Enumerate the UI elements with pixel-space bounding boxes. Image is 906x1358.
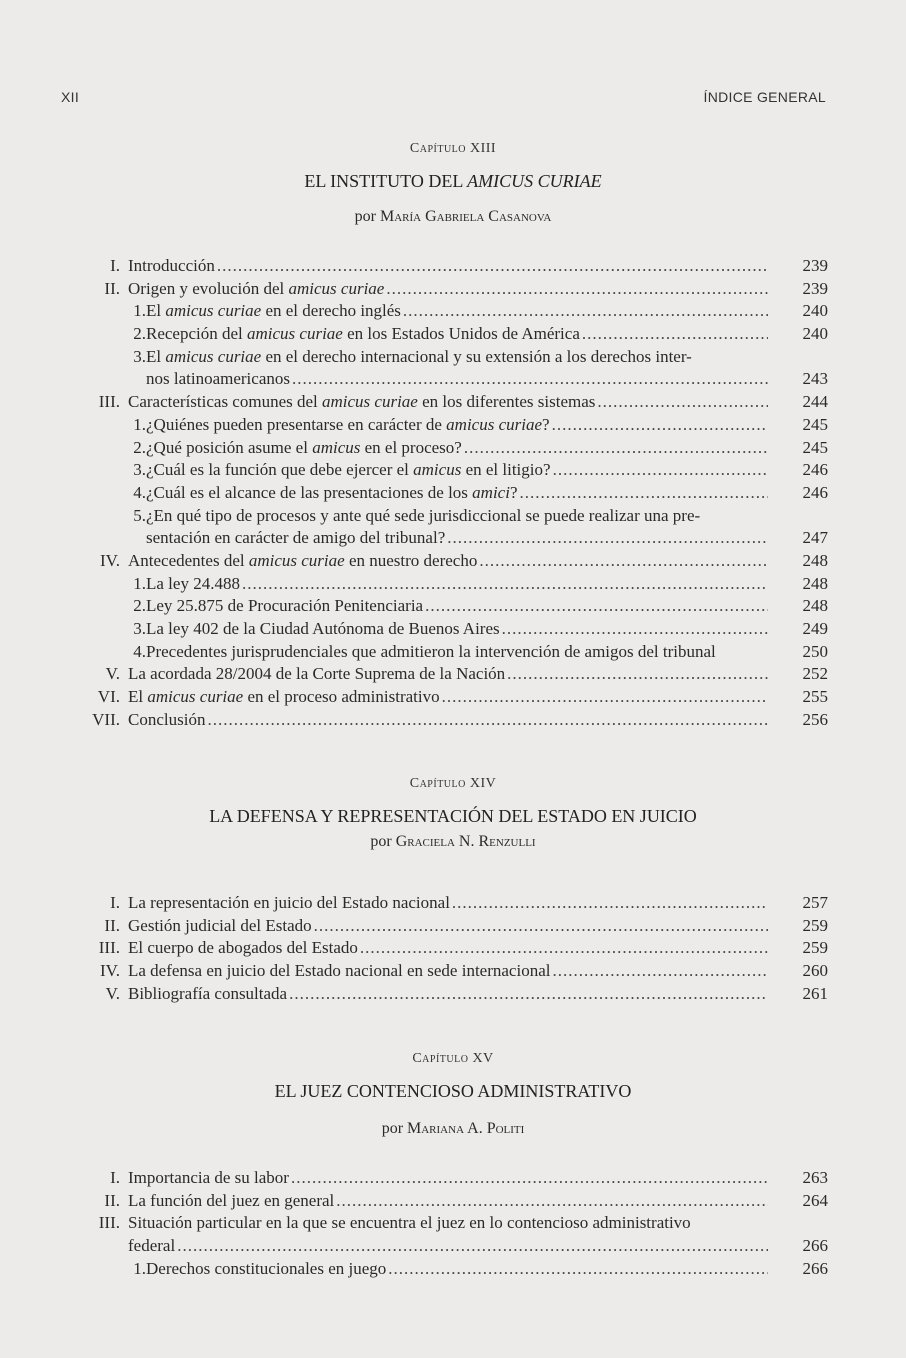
- entry-number: 1.: [133, 414, 146, 434]
- toc-list-xiv: [0, 892, 906, 1005]
- toc-entry-continuation: [0, 1235, 906, 1258]
- entry-title: [128, 686, 768, 709]
- entry-page: 263: [802, 1168, 828, 1187]
- dot-leader: [292, 368, 768, 391]
- dot-leader: [388, 1258, 768, 1281]
- entry-text-post: en los diferentes sistemas: [417, 392, 596, 412]
- toc-entry: [0, 915, 906, 938]
- chapter-title: EL INSTITUTO DEL AMICUS CURIAE: [304, 171, 602, 191]
- dot-leader: [552, 414, 768, 437]
- entry-text-italic: amici: [472, 482, 510, 502]
- entry-page: 245: [802, 437, 828, 457]
- entry-title: [128, 892, 768, 915]
- entry-title: [128, 915, 768, 938]
- dot-leader: [425, 595, 768, 618]
- toc-entry: [0, 573, 906, 596]
- entry-text-pre: Derechos constitucionales en juego: [146, 1258, 387, 1278]
- entry-title: [146, 641, 768, 664]
- entry-text-post: en el derecho inglés: [261, 301, 401, 321]
- dot-leader: [289, 983, 768, 1006]
- dot-leader: [291, 1167, 768, 1190]
- entry-page: 259: [802, 915, 828, 935]
- dot-leader: [360, 937, 768, 960]
- toc-entry: [0, 255, 906, 278]
- entry-number: 1.: [133, 1258, 146, 1278]
- entry-text-italic: amicus: [312, 437, 361, 457]
- entry-text-cont: federal: [128, 1236, 176, 1256]
- entry-page: 243: [802, 369, 828, 389]
- dot-leader: [442, 686, 768, 709]
- entry-number: 3.: [133, 460, 146, 480]
- entry-text-pre: La representación en juicio del Estado nacional: [128, 893, 450, 912]
- toc-entry: [0, 663, 906, 686]
- entry-number: II.: [104, 278, 120, 298]
- entry-number: V.: [105, 983, 120, 1003]
- entry-title: [146, 595, 768, 618]
- entry-text: [146, 459, 551, 482]
- entry-text-pre: Introducción: [128, 256, 215, 275]
- entry-text: [128, 1212, 691, 1235]
- dot-leader: [177, 1235, 768, 1258]
- entry-page: 244: [802, 392, 828, 412]
- entry-text-post: ?: [509, 482, 518, 502]
- toc-entry: [0, 505, 906, 528]
- chapter-heading-xiv: [0, 776, 906, 851]
- dot-leader: [520, 482, 769, 505]
- dot-leader: [553, 459, 768, 482]
- entry-number: V.: [105, 664, 120, 684]
- entry-text-pre: Bibliografía consultada: [128, 983, 288, 1003]
- entry-page: 239: [802, 278, 828, 298]
- chapter-label: Capítulo XV: [412, 1051, 494, 1066]
- entry-text-post: en el proceso administrativo: [243, 687, 440, 707]
- entry-page: 266: [802, 1258, 828, 1278]
- entry-title: [146, 573, 768, 596]
- entry-title: [146, 346, 768, 369]
- toc-entry: [0, 482, 906, 505]
- entry-text-pre: Recepción del: [146, 324, 248, 344]
- entry-text: [128, 1167, 289, 1190]
- toc-entry: [0, 414, 906, 437]
- entry-text-pre: Importancia de su labor: [128, 1168, 289, 1187]
- entry-text-italic: amicus curiae: [446, 414, 543, 434]
- entry-text: [128, 278, 384, 301]
- toc-entry: [0, 937, 906, 960]
- entry-text-italic: amicus curiae: [165, 346, 262, 366]
- entry-number: II.: [104, 1190, 120, 1210]
- toc-entry: [0, 459, 906, 482]
- toc-entry: [0, 300, 906, 323]
- entry-text: [128, 709, 205, 732]
- dot-leader: [582, 323, 768, 346]
- entry-text-post: en el litigio?: [461, 460, 551, 480]
- entry-number: 3.: [133, 619, 146, 638]
- entry-page: 249: [802, 619, 828, 638]
- entry-text-italic: amicus curiae: [322, 392, 418, 412]
- entry-title: [146, 414, 768, 437]
- toc-entry: [0, 709, 906, 732]
- entry-text: [128, 915, 312, 938]
- entry-title: [128, 983, 768, 1006]
- entry-title: [128, 937, 768, 960]
- entry-text: [146, 414, 550, 437]
- entry-title: [146, 505, 768, 528]
- entry-page: 257: [802, 893, 828, 912]
- entry-text: [146, 323, 580, 346]
- entry-title-continued: [146, 368, 768, 391]
- entry-page: 261: [802, 983, 828, 1003]
- entry-title-continued: [128, 1235, 768, 1258]
- entry-number: 4.: [133, 482, 146, 502]
- toc-entry: [0, 892, 906, 915]
- entry-page: 250: [802, 641, 828, 661]
- entry-text: [128, 550, 477, 573]
- entry-title: [146, 1258, 768, 1281]
- entry-title: [146, 482, 768, 505]
- entry-text-italic: amicus: [413, 460, 462, 480]
- running-title: ÍNDICE GENERAL: [703, 89, 826, 105]
- entry-page: 256: [802, 709, 828, 729]
- entry-text-pre: La función del juez en general: [128, 1190, 335, 1210]
- entry-text-post: en el derecho internacional y su extensión a los derechos inter-: [261, 346, 692, 366]
- entry-text-cont: nos latinoamericanos: [146, 369, 290, 389]
- toc-entry: [0, 641, 906, 664]
- toc-entry: [0, 1258, 906, 1281]
- entry-text: [128, 663, 505, 686]
- entry-title: [128, 550, 768, 573]
- chapter-heading-xiii: [0, 141, 906, 226]
- entry-number: III.: [98, 392, 120, 412]
- entry-page: 246: [802, 460, 828, 480]
- chapter-title: LA DEFENSA Y REPRESENTACIÓN DEL ESTADO EN JUICIO: [209, 806, 697, 826]
- entry-page: 255: [802, 687, 828, 707]
- entry-text-pre: Ley 25.875 de Procuración Penitenciaria: [146, 596, 424, 616]
- entry-text-pre: El: [146, 346, 166, 366]
- entry-text-post: en nuestro derecho: [344, 550, 478, 570]
- entry-text: [128, 1190, 334, 1213]
- entry-number: IV.: [100, 961, 120, 981]
- entry-number: 5.: [133, 505, 146, 525]
- entry-page: 248: [802, 573, 828, 593]
- entry-text: [146, 505, 700, 528]
- entry-text-pre: ¿Quiénes pueden presentarse en carácter de: [146, 414, 447, 434]
- dot-leader: [403, 300, 768, 323]
- entry-page: 252: [802, 664, 828, 684]
- entry-page: 248: [802, 550, 828, 570]
- dot-leader: [217, 255, 768, 278]
- dot-leader: [464, 437, 768, 460]
- entry-text-pre: El: [146, 301, 166, 321]
- entry-number: 3.: [133, 346, 146, 366]
- dot-leader: [597, 391, 768, 414]
- entry-number: II.: [104, 915, 120, 935]
- entry-number: I.: [110, 256, 120, 275]
- entry-text-pre: ¿Cuál es el alcance de las presentaciones de los: [146, 482, 473, 502]
- entry-text-pre: Características comunes del: [128, 392, 323, 412]
- toc-entry: [0, 346, 906, 369]
- entry-number: 2.: [133, 437, 146, 457]
- chapter-label: Capítulo XIII: [409, 141, 497, 156]
- entry-text-cont: sentación en carácter de amigo del tribunal?: [146, 528, 446, 548]
- toc-entry-continuation: [0, 527, 906, 550]
- dot-leader: [207, 709, 768, 732]
- page-number: XII: [61, 89, 80, 105]
- entry-title: [128, 1167, 768, 1190]
- dot-leader: [314, 915, 768, 938]
- entry-text-post: en los Estados Unidos de América: [342, 324, 580, 344]
- chapter-title: EL JUEZ CONTENCIOSO ADMINISTRATIVO: [274, 1081, 632, 1101]
- entry-text: [146, 437, 462, 460]
- dot-leader: [447, 527, 768, 550]
- entry-text: [146, 573, 240, 596]
- toc-entry: [0, 323, 906, 346]
- entry-page: 247: [802, 528, 828, 548]
- entry-text-pre: La acordada 28/2004 de la Corte Suprema de la Nación: [128, 664, 506, 684]
- entry-title: [128, 255, 768, 278]
- entry-text-italic: amicus curiae: [247, 324, 343, 344]
- entry-text: [146, 346, 692, 369]
- entry-number: VI.: [97, 687, 120, 707]
- entry-text-pre: El cuerpo de abogados del Estado: [128, 938, 358, 958]
- entry-title-continued: [146, 527, 768, 550]
- chapter-author: por Graciela N. Renzulli: [370, 833, 536, 850]
- toc-entry: [0, 1190, 906, 1213]
- entry-text-pre: ¿Cuál es la función que debe ejercer el: [146, 460, 414, 480]
- toc-entry: [0, 618, 906, 641]
- chapter-label: Capítulo XIV: [409, 776, 497, 791]
- toc-entry: [0, 278, 906, 301]
- entry-title: [146, 323, 768, 346]
- entry-number: III.: [98, 938, 120, 958]
- toc-entry: [0, 391, 906, 414]
- entry-title: [128, 1190, 768, 1213]
- entry-text: [128, 391, 595, 414]
- dot-leader: [452, 892, 768, 915]
- entry-text: [128, 937, 358, 960]
- chapter-heading-xv: [0, 1051, 906, 1138]
- entry-page: 266: [802, 1236, 828, 1256]
- dot-leader: [386, 278, 768, 301]
- toc-entry: [0, 550, 906, 573]
- entry-text-pre: ¿En qué tipo de procesos y ante qué sede jurisdiccional se puede realizar una pre-: [146, 505, 701, 525]
- toc-entry: [0, 437, 906, 460]
- entry-number: I.: [110, 1168, 120, 1187]
- entry-text: [146, 618, 500, 641]
- entry-text-italic: amicus curiae: [288, 278, 385, 298]
- entry-text: [128, 983, 287, 1006]
- toc-entry-continuation: [0, 368, 906, 391]
- toc-entry: [0, 960, 906, 983]
- toc-list-xiii: [0, 255, 906, 731]
- entry-text-italic: amicus curiae: [147, 687, 244, 707]
- entry-title: [128, 709, 768, 732]
- entry-title: [128, 663, 768, 686]
- entry-page: 240: [802, 324, 828, 344]
- entry-text: [146, 482, 518, 505]
- entry-text-pre: Gestión judicial del Estado: [128, 915, 312, 935]
- entry-page: 264: [802, 1190, 828, 1210]
- entry-text-italic: amicus curiae: [165, 301, 262, 321]
- entry-number: I.: [110, 893, 120, 912]
- entry-text: [128, 686, 440, 709]
- entry-text: [128, 960, 550, 983]
- toc-list-xv: [0, 1167, 906, 1280]
- entry-text-post: ?: [542, 414, 550, 434]
- entry-text-pre: Origen y evolución del: [128, 278, 289, 298]
- entry-title: [128, 278, 768, 301]
- entry-text: [146, 300, 401, 323]
- entry-text: [146, 641, 716, 664]
- entry-text-pre: ¿Qué posición asume el: [146, 437, 313, 457]
- entry-title: [128, 1212, 768, 1235]
- entry-number: IV.: [100, 550, 120, 570]
- entry-text-italic: amicus curiae: [248, 550, 345, 570]
- chapter-author: por María Gabriela Casanova: [354, 208, 552, 225]
- entry-number: 1.: [133, 573, 146, 593]
- dot-leader: [502, 618, 768, 641]
- dot-leader: [479, 550, 768, 573]
- entry-number: 2.: [133, 596, 146, 616]
- entry-title: [128, 391, 768, 414]
- entry-text-pre: La defensa en juicio del Estado nacional en sede internacional: [128, 961, 551, 981]
- entry-text: [128, 892, 450, 915]
- dot-leader: [242, 573, 768, 596]
- entry-page: 239: [802, 256, 828, 275]
- chapter-author: por Mariana A. Politi: [381, 1120, 525, 1137]
- entry-page: 260: [802, 961, 828, 981]
- entry-page: 259: [802, 938, 828, 958]
- entry-title: [146, 300, 768, 323]
- entry-text-pre: Conclusión: [128, 709, 206, 729]
- entry-number: VII.: [92, 709, 120, 729]
- toc-entry: [0, 983, 906, 1006]
- entry-number: 2.: [133, 324, 146, 344]
- dot-leader: [552, 960, 768, 983]
- entry-title: [128, 960, 768, 983]
- entry-page: 248: [802, 596, 828, 616]
- entry-title: [146, 459, 768, 482]
- entry-page: 246: [802, 482, 828, 502]
- entry-text-pre: Antecedentes del: [128, 550, 249, 570]
- entry-number: III.: [98, 1213, 120, 1233]
- entry-text-post: en el proceso?: [360, 437, 462, 457]
- entry-title: [146, 437, 768, 460]
- entry-text-pre: El: [128, 687, 148, 707]
- entry-number: 4.: [133, 641, 146, 661]
- entry-text-pre: La ley 402 de la Ciudad Autónoma de Buenos Aires: [146, 619, 500, 638]
- entry-number: 1.: [133, 301, 146, 321]
- entry-text-pre: Situación particular en la que se encuentra el juez en lo contencioso administrativo: [128, 1213, 691, 1233]
- entry-text: [146, 595, 423, 618]
- entry-page: 245: [802, 414, 828, 434]
- entry-text-pre: Precedentes jurisprudenciales que admitieron la intervención de amigos del tribunal: [146, 641, 716, 661]
- entry-text: [128, 255, 215, 278]
- toc-entry: [0, 1212, 906, 1235]
- entry-text-pre: La ley 24.488: [146, 573, 240, 593]
- toc-entry: [0, 1167, 906, 1190]
- dot-leader: [507, 663, 768, 686]
- entry-text: [146, 1258, 386, 1281]
- toc-entry: [0, 595, 906, 618]
- entry-title: [146, 618, 768, 641]
- toc-entry: [0, 686, 906, 709]
- dot-leader: [336, 1190, 768, 1213]
- entry-page: 240: [802, 301, 828, 321]
